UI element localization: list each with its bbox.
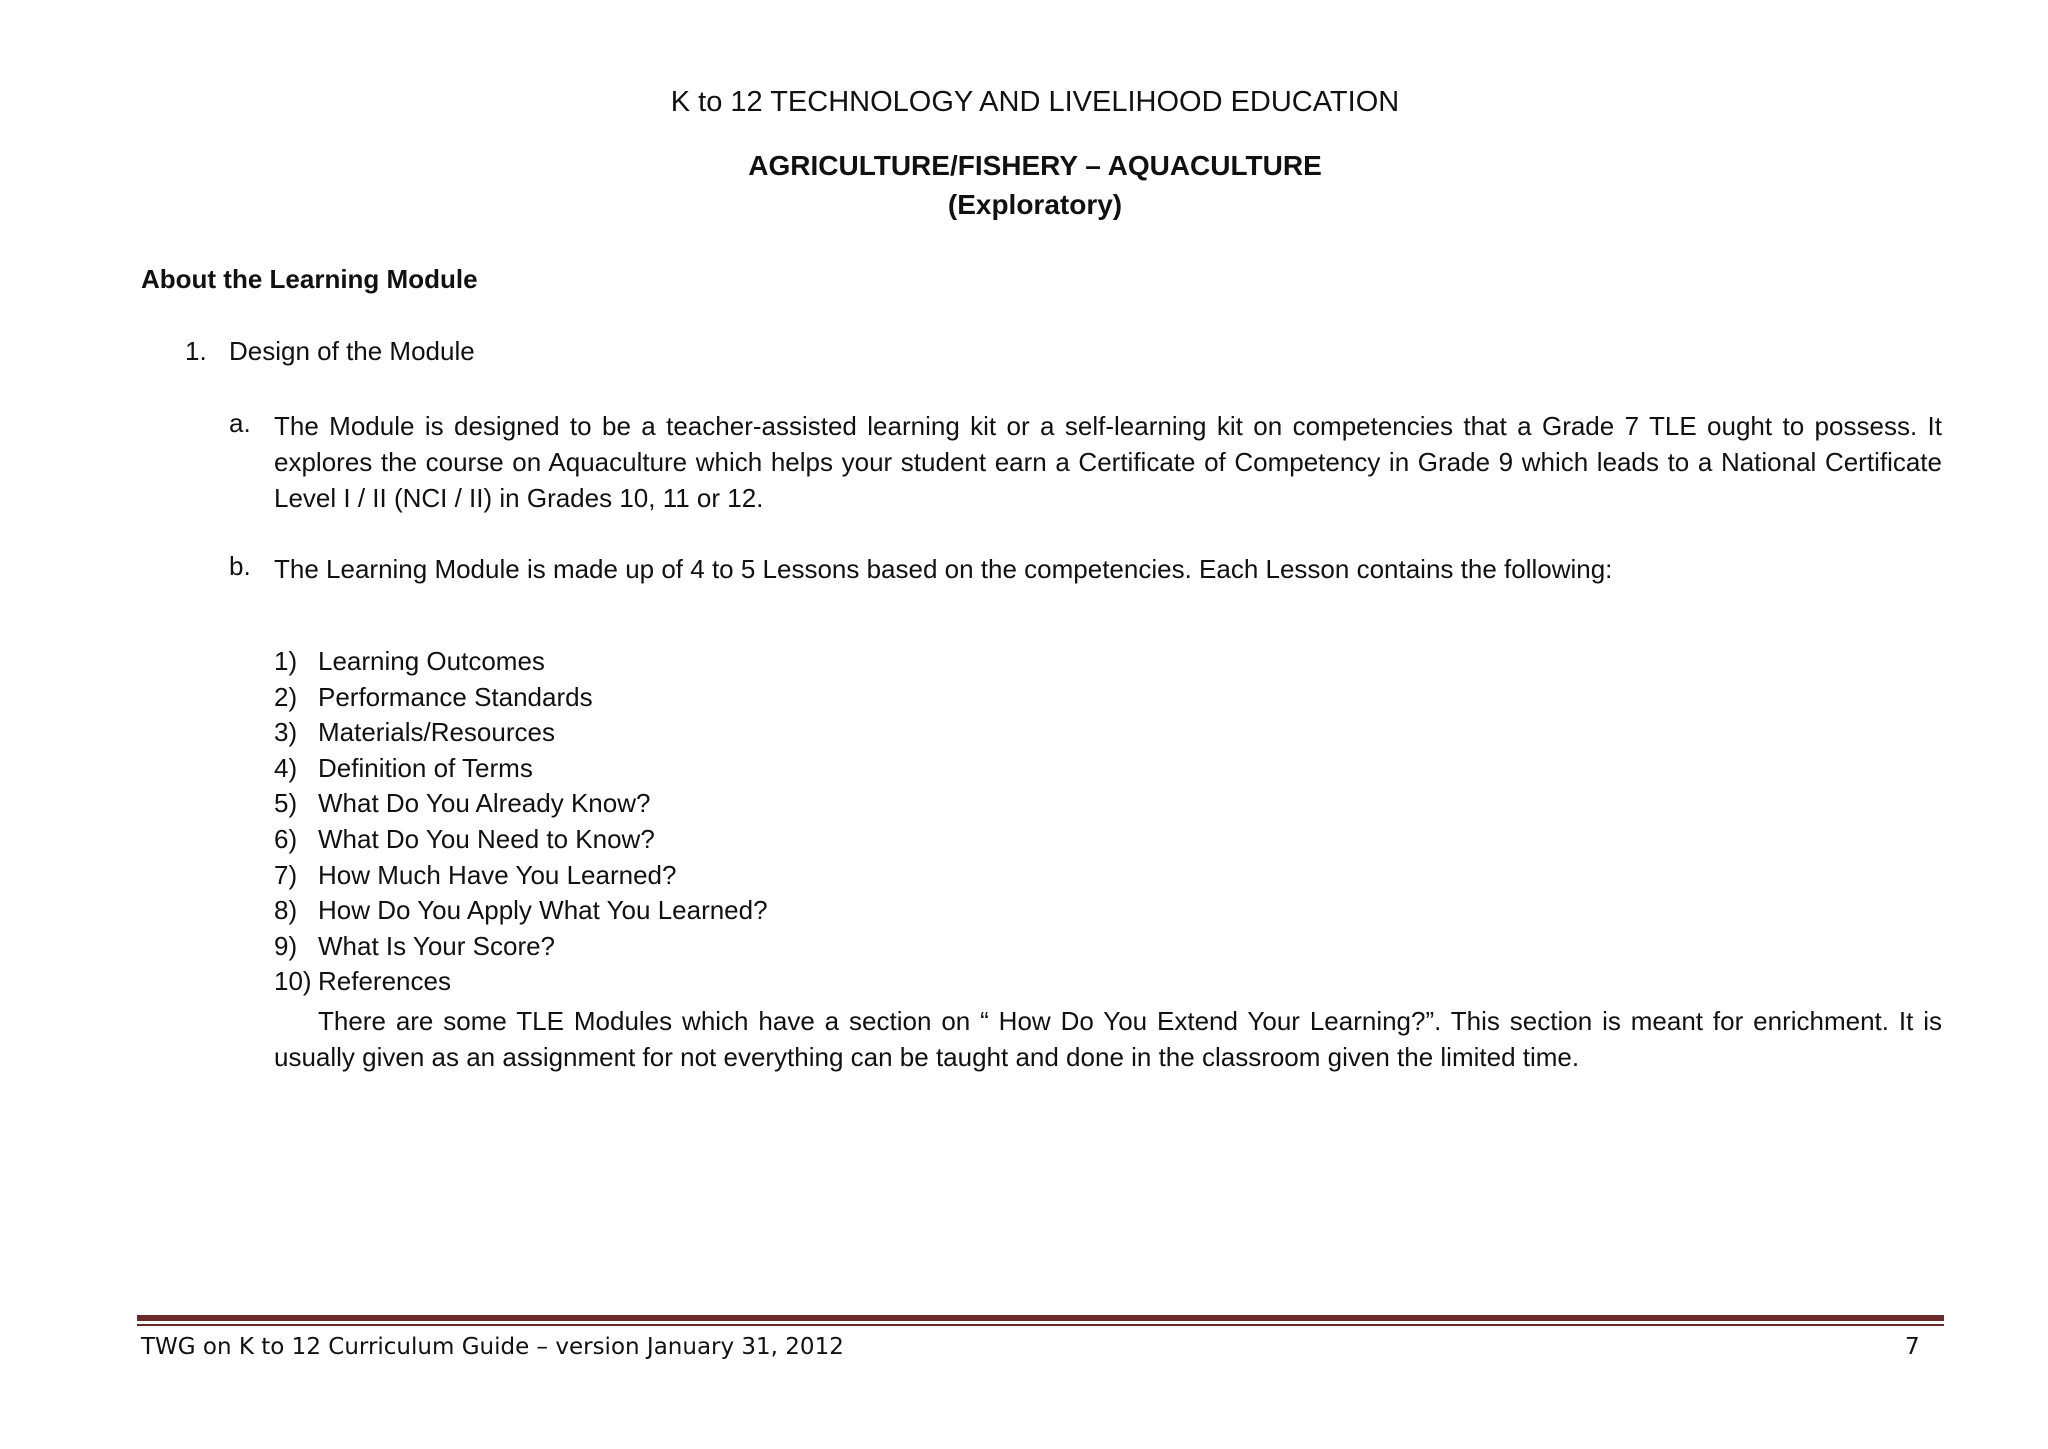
document-subtitle-qualifier: (Exploratory) bbox=[947, 189, 1123, 220]
list-item bbox=[274, 751, 768, 787]
section-heading: About the Learning Module bbox=[141, 264, 478, 294]
page-number: 7 bbox=[1905, 1334, 1920, 1360]
list-item-label: Definition of Terms bbox=[318, 752, 533, 783]
list-item-label: How Much Have You Learned? bbox=[318, 859, 677, 890]
list-item bbox=[274, 786, 768, 822]
list-item bbox=[274, 929, 768, 965]
list-item-label: References bbox=[318, 966, 451, 997]
list-item-number: 3) bbox=[274, 717, 298, 748]
document-subtitle: AGRICULTURE/FISHERY – AQUACULTURE bbox=[748, 150, 1322, 181]
list-item-label: What Is Your Score? bbox=[318, 930, 556, 961]
list-item-number: 1) bbox=[274, 646, 298, 676]
footer-text: TWG on K to 12 Curriculum Guide – version January 31, 2012 bbox=[141, 1334, 844, 1360]
list-item-number: 6) bbox=[274, 823, 298, 854]
list-item-number: 4) bbox=[274, 752, 298, 783]
list-item-number: 7) bbox=[274, 859, 298, 890]
list-item bbox=[274, 680, 768, 716]
list-item-number: 9) bbox=[274, 930, 298, 961]
footer-divider-thick bbox=[137, 1315, 1944, 1321]
lesson-contents-list bbox=[274, 644, 768, 1000]
footer-divider-thin bbox=[137, 1324, 1944, 1326]
document-title: K to 12 TECHNOLOGY AND LIVELIHOOD EDUCATION bbox=[670, 86, 1400, 118]
item-title: Design of the Module bbox=[229, 336, 475, 366]
list-item-label: What Do You Need to Know? bbox=[318, 823, 655, 854]
list-item-label: How Do You Apply What You Learned? bbox=[318, 895, 768, 926]
closing-paragraph: There are some TLE Modules which have a section on “ How Do You Extend Your Learning?”. This section is meant for enrichment. It is usually given as an assignment for not everything can be taught and done in the classroom given the limited time. bbox=[274, 1006, 1942, 1072]
list-item-label: Materials/Resources bbox=[318, 717, 555, 748]
list-item bbox=[274, 822, 768, 858]
item-b-paragraph: The Learning Module is made up of 4 to 5 Lessons based on the competencies. Each Lesson contains the following: bbox=[274, 554, 1613, 584]
list-item-number: 10) bbox=[274, 966, 312, 997]
item-b-marker: b. bbox=[229, 551, 251, 581]
list-item-number: 2) bbox=[274, 681, 298, 712]
list-item-label: Learning Outcomes bbox=[318, 646, 545, 676]
list-item-number: 5) bbox=[274, 788, 298, 819]
item-number: 1. bbox=[185, 336, 207, 366]
item-a-marker: a. bbox=[229, 408, 251, 438]
list-item bbox=[274, 858, 768, 894]
list-item bbox=[274, 715, 768, 751]
list-item-label: Performance Standards bbox=[318, 681, 593, 712]
list-item-label: What Do You Already Know? bbox=[318, 788, 651, 819]
list-item-number: 8) bbox=[274, 895, 298, 926]
list-item bbox=[274, 893, 768, 929]
list-item bbox=[274, 964, 768, 1000]
list-item bbox=[274, 644, 768, 680]
item-a-paragraph: The Module is designed to be a teacher-assisted learning kit or a self-learning kit on competencies that a Grade 7 TLE ought to possess. It explores the course on Aquaculture which helps your student earn a Certificate of Competency in Grade 9 which leads to a National Certificate Level I / II (NCI / II) in Grades 10, 11 or 12. bbox=[274, 411, 1942, 513]
